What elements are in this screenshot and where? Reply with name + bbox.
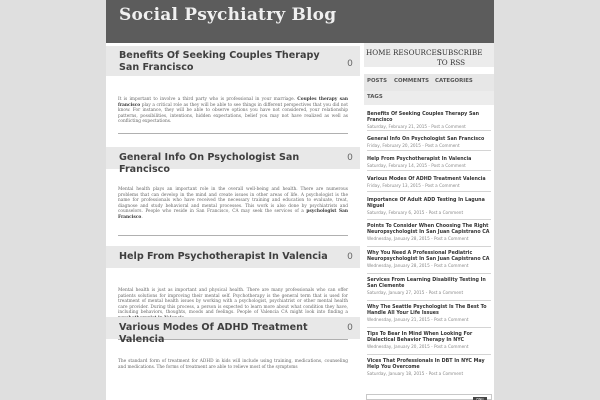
tab-categories[interactable]: CATEGORIES xyxy=(435,78,473,84)
list-item xyxy=(367,278,491,296)
site-header xyxy=(106,0,494,43)
list-item xyxy=(367,198,491,216)
tab-posts[interactable]: POSTS xyxy=(367,78,387,84)
list-item xyxy=(367,332,491,350)
post-divider xyxy=(118,235,348,236)
post-date: Saturday, January 27, 2015 xyxy=(367,290,425,295)
divider xyxy=(367,354,491,355)
recent-post-title[interactable]: Benefits Of Seeking Couples Therapy San Francisco xyxy=(367,112,480,123)
tags-tab-row xyxy=(364,91,494,105)
tab-comments[interactable]: COMMENTS xyxy=(394,78,430,84)
post-comment-link[interactable]: Post a Comment xyxy=(433,344,469,349)
recent-posts-list xyxy=(364,105,494,395)
divider xyxy=(367,327,491,328)
recent-post-meta: Saturday, February 21, 2015 - Post a Comment xyxy=(367,124,466,129)
recent-post-meta: Wednesday, January 21, 2015 - Post a Comment xyxy=(367,317,469,322)
divider xyxy=(367,246,491,247)
post xyxy=(106,246,360,321)
comment-count[interactable]: 0 xyxy=(347,252,353,262)
post-header xyxy=(106,147,360,175)
comment-count[interactable]: 0 xyxy=(347,59,353,69)
post-comment-link[interactable]: Post a Comment xyxy=(428,371,464,376)
top-navigation xyxy=(364,43,494,67)
list-item xyxy=(367,224,491,242)
post-keyword-link[interactable]: Couples therapy san francisco xyxy=(118,97,348,108)
blog-title[interactable]: Social Psychiatry Blog xyxy=(119,5,337,25)
post-comment-link[interactable]: Post a Comment xyxy=(433,317,469,322)
post-date: Wednesday, January 21, 2015 xyxy=(367,317,430,322)
recent-post-meta: Wednesday, January 20, 2015 - Post a Comment xyxy=(367,344,469,349)
divider xyxy=(367,170,491,171)
post-title[interactable]: Various Modes Of ADHD Treatment Valencia xyxy=(119,322,308,345)
divider xyxy=(367,219,491,220)
post-date: Saturday, January 18, 2015 xyxy=(367,371,425,376)
excerpt-text: . xyxy=(141,214,143,220)
list-item xyxy=(367,137,491,149)
excerpt-text: The standard form of treatment for ADHD in kids will include using training, medications, counseling and medications. The forms of treatment are able to relieve most of the symptoms xyxy=(118,359,348,370)
post-date: Wednesday, January 28, 2015 xyxy=(367,236,430,241)
sidebar xyxy=(364,43,494,400)
post-excerpt xyxy=(118,97,348,125)
recent-post-title[interactable]: Points To Consider When Choosing The Right Neuropsychologist In San Juan Capistrano CA xyxy=(367,224,490,235)
divider xyxy=(367,150,491,151)
comment-count[interactable]: 0 xyxy=(347,153,353,163)
post-comment-link[interactable]: Post a Comment xyxy=(431,124,466,129)
list-item xyxy=(367,157,491,169)
post-title[interactable]: Benefits Of Seeking Couples Therapy San Francisco xyxy=(119,50,320,73)
post xyxy=(106,147,360,245)
post-excerpt xyxy=(118,359,348,370)
post-comment-link[interactable]: Post a Comment xyxy=(425,183,460,188)
recent-post-title[interactable]: Services From Learning Disability Testing In San Clemente xyxy=(367,278,486,289)
post-comment-link[interactable]: Post a Comment xyxy=(428,290,464,295)
recent-post-meta: Saturday, February 14, 2015 - Post a Comment xyxy=(367,163,466,168)
nav-home[interactable]: HOME xyxy=(366,48,391,57)
list-item xyxy=(367,359,491,377)
recent-post-meta: Saturday, January 27, 2015 - Post a Comment xyxy=(367,290,464,295)
divider xyxy=(367,130,491,131)
search-input[interactable] xyxy=(366,394,492,400)
post-comment-link[interactable]: Post a Comment xyxy=(428,210,464,215)
recent-post-meta: Friday, February 13, 2015 - Post a Comment xyxy=(367,183,460,188)
post-date: Saturday, February 6, 2015 xyxy=(367,210,425,215)
recent-post-title[interactable]: Importance Of Adult ADD Testing In Laguna Niguel xyxy=(367,198,485,209)
recent-post-title[interactable]: Why The Seattle Psychologist Is The Best To Handle All Your Life Issues xyxy=(367,305,487,316)
excerpt-text: play a critical role as they will be able to see things in different perspectives that you did not know. For instance, they will be able to observe options you have not considered, your relationship patterns, possibilities, intentions, hidden expectations, belief you may not have realized as well as conflicting expectations. xyxy=(118,102,348,124)
post-comment-link[interactable]: Post a Comment xyxy=(433,263,469,268)
post-date: Saturday, February 14, 2015 xyxy=(367,163,428,168)
excerpt-text: It is important to involve a third party who is professional in your marriage. xyxy=(118,97,298,102)
recent-post-title[interactable]: Various Modes Of ADHD Treatment Valencia xyxy=(367,177,486,182)
recent-post-meta: Saturday, January 18, 2015 - Post a Comment xyxy=(367,371,464,376)
find-button[interactable]: FIND xyxy=(473,397,487,400)
post-date: Friday, February 13, 2015 xyxy=(367,183,421,188)
divider xyxy=(367,300,491,301)
list-item xyxy=(367,251,491,269)
recent-post-meta: Wednesday, January 28, 2015 - Post a Comment xyxy=(367,263,469,268)
recent-post-title[interactable]: Help From Psychotherapist In Valencia xyxy=(367,157,472,162)
post-comment-link[interactable]: Post a Comment xyxy=(431,163,466,168)
divider xyxy=(367,191,491,192)
post-title[interactable]: Help From Psychotherapist In Valencia xyxy=(119,251,328,262)
post-divider xyxy=(118,133,348,134)
post-header xyxy=(106,317,360,345)
list-item xyxy=(367,112,491,130)
widget-tabs xyxy=(364,74,494,91)
post-excerpt xyxy=(118,187,348,220)
excerpt-text: Mental health plays an important role in the overall well-being and health. There are numerous problems that can develop in the mind and create issues in other areas of life. A psychologist is the name for professionals who have received the necessary training and education to evaluate, treat, diagnose and study behavioral and mental processes. This work is also done by psychiatrists and counselors. People who reside in San Francisco, CA may seek the services of a xyxy=(118,187,348,214)
post-comment-link[interactable]: Post a Comment xyxy=(425,143,460,148)
post-date: Wednesday, January 28, 2015 xyxy=(367,263,430,268)
recent-post-title[interactable]: General Info On Psychologist San Francisco xyxy=(367,137,485,142)
nav-subscribe-rss[interactable]: SUBSCRIBE TO RSS xyxy=(437,48,483,67)
recent-post-meta: Friday, February 20, 2015 - Post a Comment xyxy=(367,143,460,148)
post-header xyxy=(106,46,360,76)
post-keyword-link[interactable]: psychologist San Francisco xyxy=(118,209,348,220)
page-wrapper xyxy=(106,0,494,400)
recent-post-meta: Wednesday, January 28, 2015 - Post a Comment xyxy=(367,236,469,241)
post-date: Saturday, February 21, 2015 xyxy=(367,124,428,129)
post xyxy=(106,46,360,144)
recent-post-meta: Saturday, February 6, 2015 - Post a Comment xyxy=(367,210,464,215)
post-title[interactable]: General Info On Psychologist San Francisco xyxy=(119,152,300,175)
nav-resources[interactable]: RESOURCES xyxy=(393,48,442,57)
divider xyxy=(367,273,491,274)
post xyxy=(106,317,360,400)
recent-post-title[interactable]: Tips To Bear In Mind When Looking For Dialectical Behavior Therapy In NYC xyxy=(367,332,473,343)
list-item xyxy=(367,305,491,323)
recent-post-title[interactable]: Why You Need A Professional Pediatric Neuropsychologist In San Juan Capistrano CA xyxy=(367,251,490,262)
comment-count[interactable]: 0 xyxy=(347,323,353,333)
excerpt-text: Mental health is just as important and physical health. There are many professionals who can offer patients solutions for improving their mental self. Psychotherapy is the general term that is used for treatment of mental health issues by working with a psychologist, psychiatrist or other mental health care provider. During this process, a person is expected to learn more about what condition they have, including behaviors, thoughts, moods and feelings. People of Valencia CA might look into finding a xyxy=(118,288,348,315)
post-header xyxy=(106,246,360,268)
post-comment-link[interactable]: Post a Comment xyxy=(433,236,469,241)
recent-post-title[interactable]: Vices That Professionals In DBT In NYC May Help You Overcome xyxy=(367,359,485,370)
list-item xyxy=(367,177,491,189)
post-date: Friday, February 20, 2015 xyxy=(367,143,421,148)
post-date: Wednesday, January 20, 2015 xyxy=(367,344,430,349)
tab-tags[interactable]: TAGS xyxy=(367,94,383,100)
main-content xyxy=(106,43,360,400)
